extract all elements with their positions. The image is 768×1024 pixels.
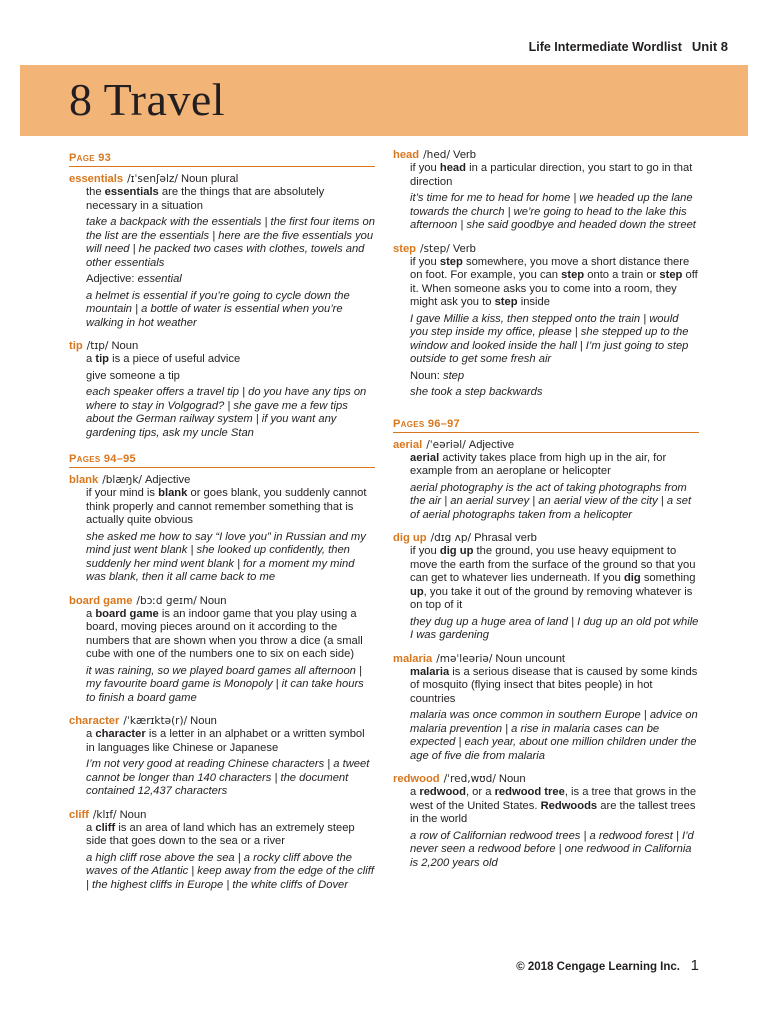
headword: tip [69,340,83,352]
pronunciation: /blæŋk/ [102,474,142,486]
right-column [393,148,699,879]
pronunciation: /məˈleəriə/ [436,652,493,665]
pronunciation: /bɔːd geɪm/ [136,594,197,607]
definition: if your mind is blank or goes blank, you suddenly cannot think properly and cannot remember something that is actually quite obvious [86,487,367,526]
example: I’m not very good at reading Chinese characters | a tweet cannot be longer than 140 characters | the document contained 12,437 characters [86,758,370,797]
unit-label: Unit 8 [691,39,728,54]
entry-redwood [393,772,699,870]
part-of-speech: Noun plural [180,173,239,185]
pronunciation: /tɪp/ [86,340,109,352]
section-heading: Page 93 [69,148,375,167]
pronunciation: /hed/ [423,149,450,161]
example: a row of Californian redwood trees | a redwood forest | I’d never seen a redwood before | one redwood in California is 2,200 years old [410,829,694,869]
definition: a board game is an indoor game that you play using a board, moving pieces around on it according to the numbers that are shown when you throw a dice (a small cube with one of the numbers one to six on each side) [86,607,363,660]
example: she took a step backwards [410,386,543,398]
definition: malaria is a serious disease that is caused by some kinds of mosquito (flying insect that bites people) in hot countries [410,665,698,705]
definition: if you step somewhere, you move a short distance there on foot. For example, you can step onto a train or step off it. When someone asks you to come into a room, they might ask you to step inside [410,255,698,308]
part-of-speech: Noun [199,594,227,607]
example: a helmet is essential if you’re going to cycle down the mountain | a bottle of water is essential when you’re walking in hot weather [86,289,350,329]
pronunciation: /ˈeəriəl/ [426,438,466,451]
usage: give someone a tip [86,369,180,382]
definition: if you dig up the ground, you use heavy equipment to move the earth from the surface of the ground so that you can get to whatever lies underneath. If you dig something up, you take it out of the ground by removing whatever is on top of it [410,545,696,611]
book-title: Life Intermediate Wordlist [528,40,682,54]
part-of-speech: Adjective [144,474,191,486]
headword: dig up [393,532,427,544]
definition: a character is a letter in an alphabet or a written symbol in languages like Chinese or Japanese [86,728,365,754]
example: I gave Millie a kiss, then stepped onto the train | would you step inside my office, please | she stepped up to the window and looked inside the hall | I’m just going to step outside to get some fresh air [410,312,689,365]
definition: a redwood, or a redwood tree, is a tree that grows in the west of the United States. Redwoods are the tallest trees in the world [410,786,697,825]
example: they dug up a huge area of land | I dug up an old pot while I was gardening [410,615,699,641]
definition: a tip is a piece of useful advice [86,353,241,365]
entry-aerial [393,438,699,523]
headword: aerial [393,438,423,451]
definition: a cliff is an area of land which has an extremely steep side that goes down to the sea or a river [86,821,355,847]
copyright: © 2018 Cengage Learning Inc. [516,961,680,973]
example: a high cliff rose above the sea | a rocky cliff above the waves of the Atlantic | keep away from the edge of the cliff | the highest cliffs in Europe | the white cliffs of Dover [86,851,374,891]
part-of-speech: Verb [452,149,476,161]
chapter-title: 8 Travel [69,74,226,125]
headword: malaria [393,652,433,665]
headword: step [393,242,417,255]
headword: blank [69,474,99,486]
pronunciation: /klɪf/ [92,808,117,821]
part-of-speech: Noun [111,340,139,352]
example: she asked me how to say “I love you” in Russian and my mind just went blank | she looked up confidently, then suddenly her mind went blank | for a moment my mind was blank, then it all came back to me [86,530,366,583]
pronunciation: /ɪˈsenʃəlz/ [127,173,178,185]
example: each speaker offers a travel tip | do you have any tips on where to stay in Volgograd? | she gave me a few tips about the German railway system | if you want any gardening tips, ask my uncle Stan [86,386,367,439]
entry-tip [69,339,375,440]
headword: cliff [69,808,89,821]
related-form: Adjective: essential [86,273,182,285]
entry-character [69,714,375,799]
headword: head [393,149,420,161]
part-of-speech: Noun uncount [495,652,566,665]
section-heading: Pages 96–97 [393,414,699,433]
part-of-speech: Phrasal verb [474,532,537,544]
pronunciation: /ˈred,wʊd/ [443,773,496,785]
running-header [529,39,728,54]
headword: redwood [393,773,440,785]
part-of-speech: Noun [190,715,217,727]
headword: essentials [69,173,124,185]
headword: board game [69,594,133,607]
left-column [69,148,375,901]
entry-essentials [69,172,375,330]
entry-head [393,148,699,233]
example: aerial photography is the act of taking photographs from the air | an aerial survey | an aerial view of the city | a set of aerial photographs taken from a helicopter [410,481,692,521]
entry-malaria [393,652,699,764]
part-of-speech: Verb [452,242,476,255]
entry-cliff [69,808,375,893]
section-heading: Pages 94–95 [69,449,375,468]
example: malaria was once common in southern Europe | advice on malaria prevention | a rise in malaria cases can be expected | each year, about one million children under the age of five die from malaria [410,709,698,762]
definition: aerial activity takes place from high up in the air, for example from an aeroplane or helicopter [410,451,667,477]
part-of-speech: Noun [498,773,526,785]
part-of-speech: Noun [119,808,147,821]
entry-dig-up [393,531,699,643]
part-of-speech: Adjective [468,438,515,451]
example: it was raining, so we played board games all afternoon | my favourite board game is Monopoly | it can take hours to finish a board game [86,664,364,704]
pronunciation: /ˈkærɪktə(r)/ [123,715,188,727]
page-number: 1 [690,957,699,974]
entry-step [393,242,699,400]
entry-blank [69,473,375,585]
pronunciation: /dɪg ʌp/ [430,532,472,544]
chapter-banner [20,65,748,136]
example: take a backpack with the essentials | the first four items on the list are the essentials | here are the five essentials you will need | he packed two cases with clothes, towels and other essentials [86,216,375,269]
headword: character [69,715,120,727]
definition: if you head in a particular direction, you start to go in that direction [410,162,693,188]
related-form: Noun: step [410,369,465,382]
example: it’s time for me to head for home | we headed up the lane towards the church | we’re going to head to the lake this afternoon | she said goodbye and headed down the street [410,192,696,231]
pronunciation: /step/ [420,242,450,255]
entry-board-game [69,594,375,706]
definition: the essentials are the things that are absolutely necessary in a situation [86,186,325,212]
